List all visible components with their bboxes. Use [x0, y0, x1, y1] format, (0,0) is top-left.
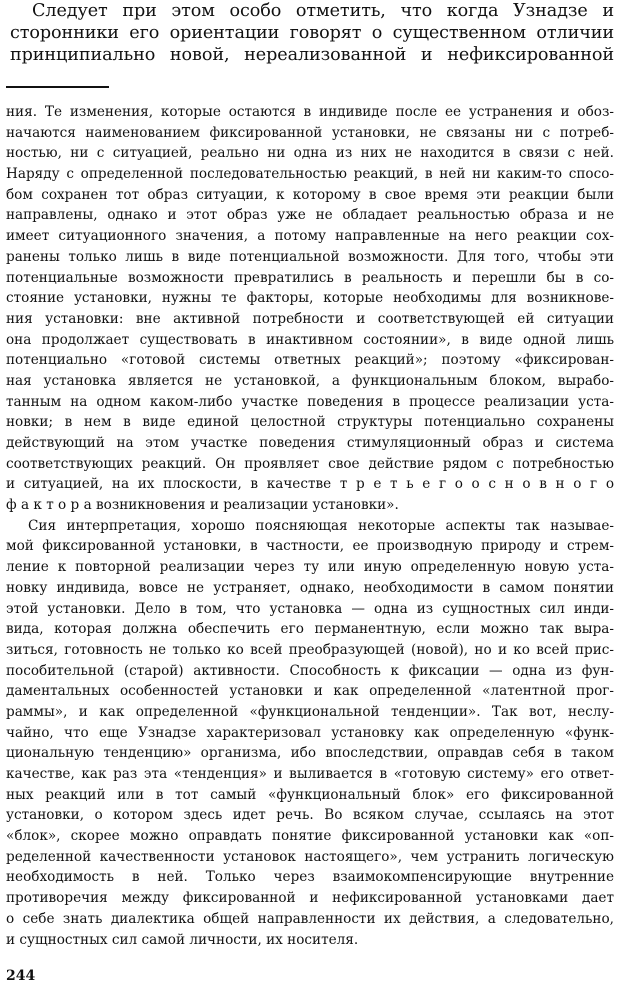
upper-paragraph [10, 0, 614, 66]
text-line: мой фиксированной установки, в частности, ее производную природу и стрем- [6, 538, 614, 555]
text-line: качестве, как раз эта «тенденция» и выливается в «готовую систему» его ответ- [6, 766, 614, 782]
text-line: ностью, ни с ситуацией, реально ни одна из них не находится в связи с ней. [6, 145, 614, 162]
text-line: раммы», и как определенной «функциональной тенденции». Так вот, неслу- [6, 703, 614, 720]
text-line: ределенной качественности установок настоящего», чем устранить логическую [6, 848, 614, 865]
text-line: она продолжает существовать в инактивном состоянии», в виде одной лишь [6, 331, 614, 348]
text-line: ния. Те изменения, которые остаются в индивиде после ее устранения и обоз- [6, 104, 614, 120]
text-line: бом сохранен тот образ ситуации, к которому в свое время эти реакции были [6, 186, 614, 203]
text-line: установки, о котором здесь идет речь. Во всяком случае, ссылаясь на этот [6, 807, 614, 824]
footnote-separator [6, 86, 109, 88]
text-line: ная установка является не установкой, а функциональным блоком, вырабо- [6, 372, 614, 389]
text-line: соответствующих реакций. Он проявляет свое действие рядом с потребностью [6, 455, 614, 472]
text-line: и сущностных сил самой личности, их носителя. [6, 931, 359, 948]
text-line: о себе знать диалектика общей направленности их действия, а следовательно, [6, 910, 614, 927]
page-number: 244 [6, 968, 36, 984]
text-line: вида, которая должна обеспечить его перманентную, если можно так выра- [6, 621, 614, 638]
text-line: потенциально «готовой системы ответных реакций»; поэтому «фиксирован- [6, 352, 614, 369]
text-line: пособительной (старой) активности. Способность к фиксации — одна из фун- [6, 662, 614, 679]
text-line: необходимость в ней. Только через взаимокомпенсирующие внутренние [6, 869, 614, 886]
text-line: новки; в нем в виде единой целостной структуры потенциально сохранены [6, 414, 614, 431]
text-line: ление к повторной реализации через ту или иную определенную новую уста- [6, 559, 614, 576]
text-line: ния установки: вне активной потребности и соответствующей ей ситуации [6, 310, 614, 327]
text-line: действующий на этом участке поведения стимуляционный образ и система [6, 435, 614, 451]
text-line: сторонники его ориентации говорят о существенном отличии [10, 23, 614, 43]
text-line: потенциальные возможности превратились в реальность и перешли бы в со- [6, 269, 614, 286]
text-line: этой установки. Дело в том, что установка — одна из сущностных сил инди- [6, 600, 614, 617]
text-line: ф а к т о р а возникновения и реализации установки». [6, 497, 399, 514]
text-line: танным на одном каком-либо участке поведения в процессе реализации уста- [6, 393, 614, 410]
text-line: Наряду с определенной последовательностью реакций, в ней ни каким-то спосо- [6, 166, 614, 183]
text-line: и ситуацией, на их плоскости, в качестве т р е т ь е г о о с н о в н о г о [6, 476, 614, 493]
text-line: «блок», скорее можно оправдать понятие фиксированной установки как «оп- [6, 828, 614, 845]
text-line: Следует при этом особо отметить, что когда Узнадзе и [32, 1, 614, 21]
text-line: имеет ситуационного значения, а потому направленные на него реакции сох- [6, 228, 614, 245]
text-line: Сия интерпретация, хорошо поясняющая некоторые аспекты так называе- [28, 517, 614, 534]
text-line: стояние установки, нужны те факторы, которые необходимы для возникнове- [6, 290, 614, 307]
text-line: противоречия между фиксированной и нефиксированной установками дает [6, 890, 614, 907]
text-line: ных реакций или в тот самый «функциональный блок» его фиксированной [6, 786, 614, 803]
text-line: направлены, однако и этот образ уже не обладает реальностью образа и не [6, 207, 614, 224]
text-line: зиться, готовность не только ко всей преобразующей (новой), но и ко всей прис- [6, 641, 614, 658]
text-line: циональную тенденцию» организма, ибо впоследствии, оправдав себя в таком [6, 745, 614, 762]
text-line: чайно, что еще Узнадзе характеризовал установку как определенную «функ- [6, 724, 614, 741]
text-line: даментальных особенностей установки и как определенной «латентной прог- [6, 683, 614, 700]
text-line: принципиально новой, нереализованной и нефиксированной [10, 45, 614, 65]
text-line: ранены только лишь в виде потенциальной возможности. Для того, чтобы эти [6, 248, 614, 265]
text-line: новку индивида, вовсе не устраняет, однако, необходимости в самом понятии [6, 579, 614, 596]
text-line: начаются наименованием фиксированной установки, не связаны ни с потреб- [6, 124, 614, 141]
footnote-text [6, 102, 614, 950]
